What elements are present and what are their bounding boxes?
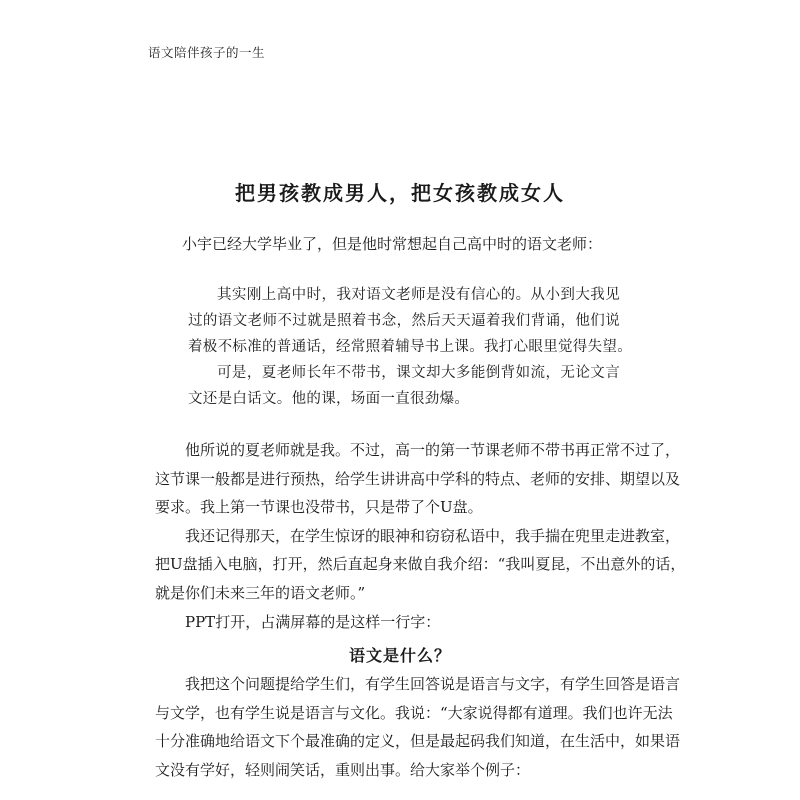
running-header: 语文陪伴孩子的一生 [148, 45, 266, 60]
body-line: 文没有学好，轻则闹笑话，重则出事。给大家举个例子： [155, 760, 531, 779]
body-line: 把U盘插入电脑，打开，然后直起身来做自我介绍：“我叫夏昆，不出意外的话， [155, 555, 686, 574]
body-section-1 [155, 436, 686, 636]
quote-line: 文还是白话文。他的课，场面一直很劲爆。 [188, 391, 470, 407]
body-line: 他所说的夏老师就是我。不过，高一的第一节课老师不带书再正常不过了， [185, 441, 681, 459]
quote-block [188, 282, 632, 412]
quote-line: 着极不标准的普通话，经常照着辅导书上课。我打心眼里觉得失望。 [188, 339, 632, 355]
body-line: 十分准确地给语文下个最准确的定义，但是最起码我们知道，在生活中，如果语 [155, 732, 681, 751]
quote-line: 可是，夏老师长年不带书，课文却大多能倒背如流，无论文言 [217, 365, 620, 381]
section-subheading: 语文是什么？ [348, 646, 451, 665]
quote-line: 其实刚上高中时，我对语文老师是没有信心的。从小到大我见 [217, 287, 620, 303]
body-line: PPT打开，占满屏幕的是这样一行字： [185, 612, 441, 631]
body-section-2 [155, 670, 681, 784]
body-line: 我还记得那天，在学生惊讶的眼神和窃窃私语中，我手揣在兜里走进教室， [185, 526, 681, 545]
quote-line: 过的语文老师不过就是照着书念，然后天天逼着我们背诵，他们说 [188, 313, 620, 329]
intro-paragraph: 小宇已经大学毕业了，但是他时常想起自己高中时的语文老师： [182, 235, 603, 253]
body-line: 与文学，也有学生说是语言与文化。我说：“大家说得都有道理。我们也许无法 [155, 703, 673, 722]
body-line: 这节课一般都是进行预热，给学生讲讲高中学科的特点、老师的安排、期望以及 [155, 469, 681, 488]
body-line: 就是你们未来三年的语文老师。” [155, 583, 366, 602]
article-title: 把男孩教成男人，把女孩教成女人 [235, 181, 565, 205]
body-line: 我把这个问题提给学生们，有学生回答说是语言与文字，有学生回答是语言 [185, 675, 681, 693]
body-line: 要求。我上第一节课也没带书，只是带了个U盘。 [155, 498, 483, 517]
